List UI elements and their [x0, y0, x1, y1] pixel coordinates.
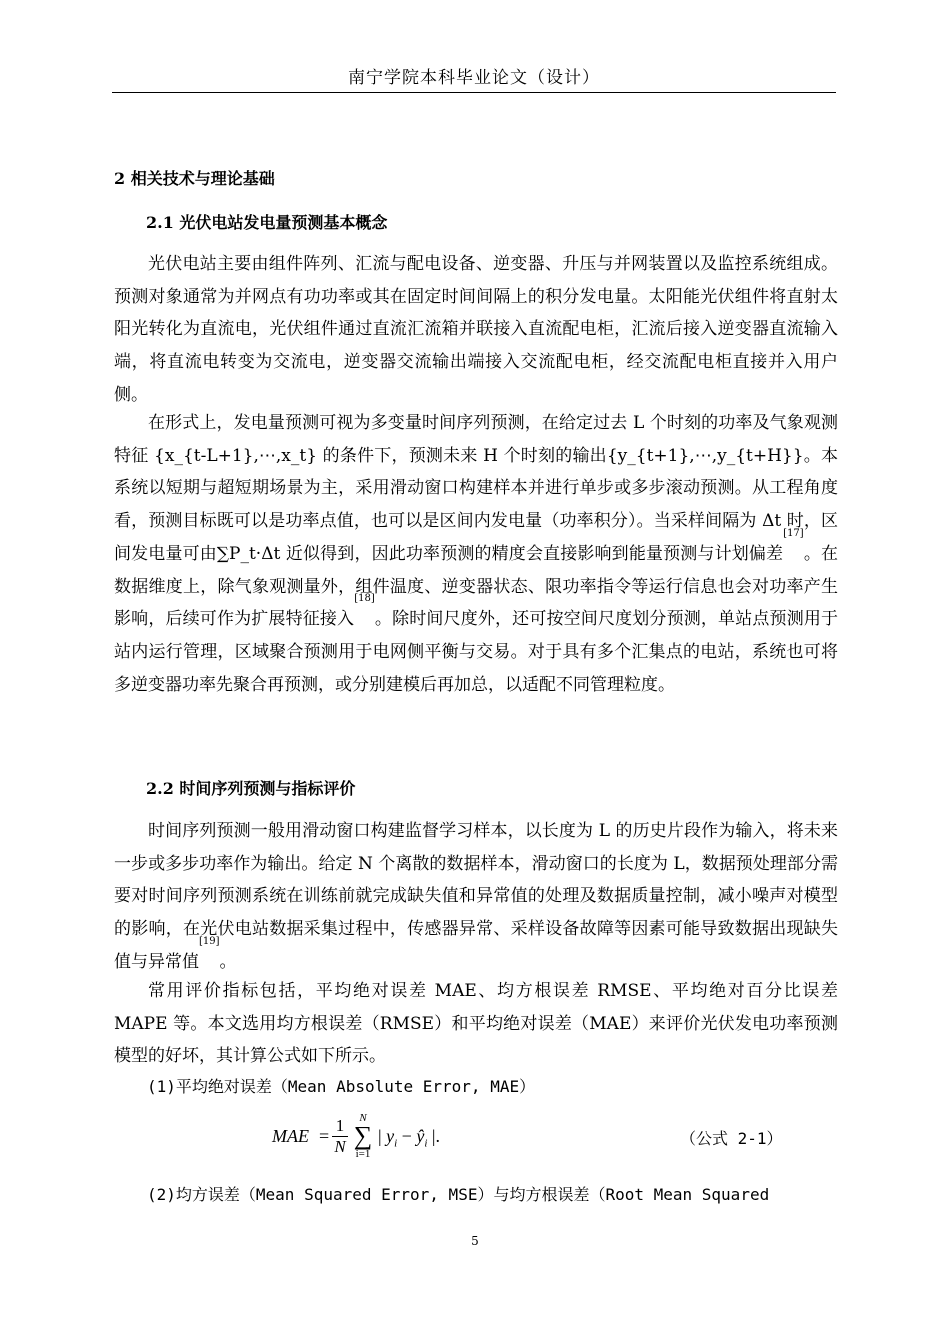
header-rule: [112, 92, 836, 93]
paragraph-1: 光伏电站主要由组件阵列、汇流与配电设备、逆变器、升压与并网装置以及监控系统组成。预测对象通常为并网点有功功率或其在固定时间间隔上的积分发电量。太阳能光伏组件将直射太阳光转化为直流电，光伏组件通过直流汇流箱并联接入直流配电柜，汇流后接入逆变器直流输入端，将直流电转变为交流电，逆变器交流输出端接入交流配电柜，经交流配电柜直接并入用户侧。: [114, 254, 838, 405]
section-heading-2: 2 相关技术与理论基础: [114, 169, 275, 188]
citation-18: [18]: [354, 593, 375, 605]
paragraph-3-text-b: 。: [219, 951, 237, 972]
paragraph-2-text-a: 在形式上，发电量预测可视为多变量时间序列预测，在给定过去 L 个时刻的功率及气象观测特征 {x_{t-L+1},⋯,x_t} 的条件下，预测未来 H 个时刻的输出{y_{t+1},⋯,y_{t+H}}。本系统以短期与超短期场景为主，采用滑动窗口构建样本并进行单步或多步滚动预测。从工程角度看，预测目标既可以是功率点值，也可以是区间内发电量（功率积分）。当采样间隔为 Δt 时，区间发电量可由∑P_t·Δt 近似得到，因此功率预测的精度会直接影响到能量预测与计划偏差: [114, 413, 838, 564]
paragraph-2: [114, 407, 838, 701]
fraction-denominator: N: [334, 1137, 346, 1156]
summation-icon: ∑: [353, 1121, 373, 1150]
list-item-mse: (2)均方误差（Mean Squared Error, MSE）与均方根误差（Root Mean Squared: [147, 1185, 770, 1204]
citation-19: [19]: [199, 935, 220, 947]
formula-lhs: MAE: [272, 1126, 309, 1146]
formula-equals: =: [319, 1126, 330, 1146]
list-item-mae: (1)平均绝对误差（Mean Absolute Error, MAE）: [147, 1077, 536, 1096]
formula-2-1: [272, 1112, 832, 1168]
formula-body: | $y_i$ − $ŷ_i$ |.: [378, 1126, 440, 1150]
paragraph-2-text-c: 。除时间尺度外，还可按空间尺度划分预测，单站点预测用于站内运行管理，区域聚合预测用于电网侧平衡与交易。对于具有多个汇集点的电站，系统也可将多逆变器功率先聚合再预测，或分别建模后再加总，以适配不同管理粒度。: [114, 609, 839, 695]
summation-lower: i=1: [355, 1148, 371, 1160]
paragraph-4: 常用评价指标包括，平均绝对误差 MAE、均方根误差 RMSE、平均绝对百分比误差 MAPE 等。本文选用均方根误差（RMSE）和平均绝对误差（MAE）来评价光伏发电功率预测模型的好坏，其计算公式如下所示。: [114, 981, 838, 1067]
paragraph-3: [114, 815, 838, 979]
formula-label: （公式 2-1）: [680, 1129, 783, 1148]
summation-upper: N: [359, 1112, 367, 1124]
summation: [352, 1112, 374, 1160]
paragraph-3-text-a: 时间序列预测一般用滑动窗口构建监督学习样本，以长度为 L 的历史片段作为输入，将未来一步或多步功率作为输出。给定 N 个离散的数据样本，滑动窗口的长度为 L，数据预处理部分需要对时间序列预测系统在训练前就完成缺失值和异常值的处理及数据质量控制，减小噪声对模型的影响，在光伏电站数据采集过程中，传感器异常、采样设备故障等因素可能导致数据出现缺失值与异常值: [114, 821, 838, 972]
paragraph-2-text-b: 。在数据维度上，除气象观测量外，组件温度、逆变器状态、限功率指令等运行信息也会对功率产生影响，后续可作为扩展特征接入: [114, 543, 838, 630]
subsection-heading-2-1: 2.1 光伏电站发电量预测基本概念: [146, 213, 388, 232]
formula-fraction: [332, 1117, 348, 1156]
fraction-numerator: 1: [335, 1116, 345, 1135]
subsection-heading-2-2: 2.2 时间序列预测与指标评价: [146, 779, 356, 798]
page-number: 5: [471, 1234, 479, 1248]
page-header: 南宁学院本科毕业论文（设计）: [348, 68, 600, 88]
citation-17: [17]: [783, 527, 804, 539]
